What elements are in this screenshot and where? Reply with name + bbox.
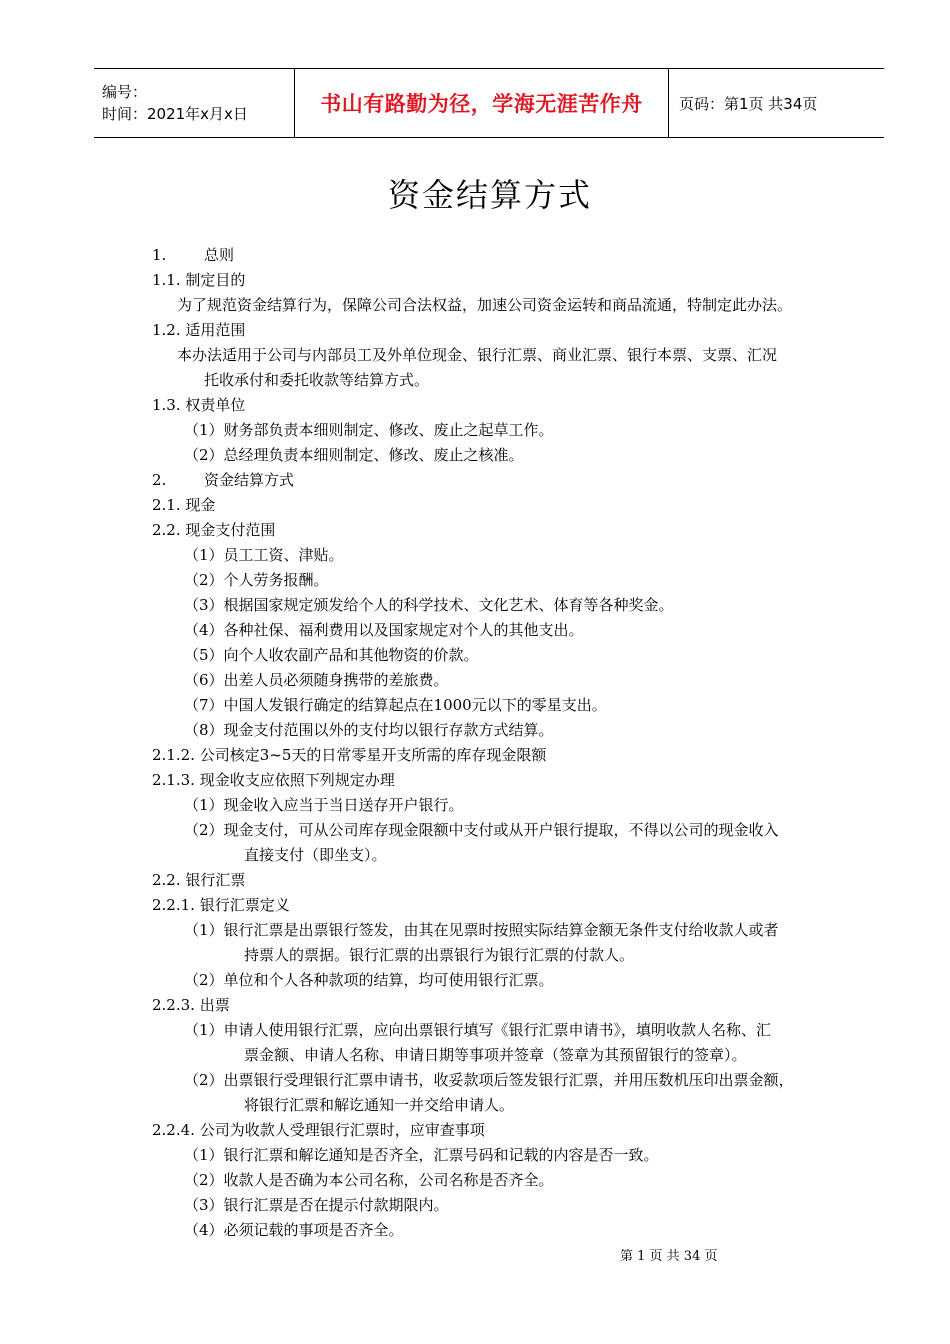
body-line: （4）各种社保、福利费用以及国家规定对个人的其他支出。 [184,621,584,639]
subsection-heading: 2.2.1. 银行汇票定义 [152,896,290,914]
header-page-info: 页码：第1页 共34页 [679,94,818,113]
body-line: （1）申请人使用银行汇票，应向出票银行填写《银行汇票申请书》，填明收款人名称、汇 [184,1021,772,1039]
body-line: （6）出差人员必须随身携带的差旅费。 [184,671,449,689]
body-line: （2）出票银行受理银行汇票申请书，收妥款项后签发银行汇票，并用压数机压印出票金额， [184,1071,794,1089]
page-footer: 第 1 页 共 34 页 [620,1249,718,1264]
header-meta [94,69,295,137]
body-line: （2）单位和个人各种款项的结算，均可使用银行汇票。 [184,971,554,989]
body-line: （3）银行汇票是否在提示付款期限内。 [184,1196,449,1214]
section-title: 资金结算方式 [204,471,295,489]
subsection-heading: 1.3. 权责单位 [152,396,246,414]
body-line: （8）现金支付范围以外的支付均以银行存款方式结算。 [184,721,554,739]
body-line: 直接支付（即坐支）。 [244,846,387,864]
body-line: 将银行汇票和解讫通知一并交给申请人。 [244,1096,515,1114]
body-line: 本办法适用于公司与内部员工及外单位现金、银行汇票、商业汇票、银行本票、支票、汇况 [177,346,778,364]
body-line: 为了规范资金结算行为，保障公司合法权益，加速公司资金运转和商品流通，特制定此办法。 [177,296,793,314]
document-title: 资金结算方式 [387,176,592,214]
body-line: （7）中国人发银行确定的结算起点在1000元以下的零星支出。 [184,696,607,714]
body-line: （2）总经理负责本细则制定、修改、废止之核准。 [184,446,524,464]
subsection-heading: 2.1.3. 现金收支应依照下列规定办理 [152,771,395,789]
body-line: （4）必须记载的事项是否齐全。 [184,1221,404,1239]
subsection-heading: 2.2.4. 公司为收款人受理银行汇票时，应审查事项 [152,1121,485,1139]
subsection-heading: 2.2.3. 出票 [152,996,230,1014]
subsection-heading: 2.1.2. 公司核定3~5天的日常零星开支所需的库存现金限额 [152,746,547,764]
subsection-heading: 2.2. 银行汇票 [152,871,246,889]
body-line: 持票人的票据。银行汇票的出票银行为银行汇票的付款人。 [244,946,635,964]
section-number: 1. [152,246,167,264]
body-line: 票金额、申请人名称、申请日期等事项并签章（签章为其预留银行的签章）。 [244,1046,747,1064]
body-line: 托收承付和委托收款等结算方式。 [204,371,430,389]
subsection-heading: 2.1. 现金 [152,496,216,514]
body-line: （2）收款人是否确为本公司名称，公司名称是否齐全。 [184,1171,554,1189]
document-body [152,243,872,1243]
section-heading [152,243,872,268]
subsection-heading: 1.1. 制定目的 [152,271,246,289]
body-line: （1）员工工资、津贴。 [184,546,344,564]
body-line: （3）根据国家规定颁发给个人的科学技术、文化艺术、体育等各种奖金。 [184,596,674,614]
body-line: （5）向个人收农副产品和其他物资的价款。 [184,646,479,664]
section-heading [152,468,872,493]
document-time: 时间：2021年x月x日 [102,105,248,123]
page-header [94,68,884,138]
subsection-heading: 2.2. 现金支付范围 [152,521,276,539]
body-line: （1）现金收入应当于当日送存开户银行。 [184,796,464,814]
body-line: （2）现金支付，可从公司库存现金限额中支付或从开户银行提取，不得以公司的现金收入 [184,821,779,839]
body-line: （1）财务部负责本细则制定、修改、废止之起草工作。 [184,421,554,439]
body-line: （1）银行汇票是出票银行签发，由其在见票时按照实际结算金额无条件支付给收款人或者 [184,921,779,939]
body-line: （1）银行汇票和解讫通知是否齐全，汇票号码和记载的内容是否一致。 [184,1146,659,1164]
section-title: 总则 [204,246,235,264]
header-motto: 书山有路勤为径，学海无涯苦作舟 [295,69,669,137]
section-number: 2. [152,471,167,489]
document-number-label: 编号： [102,83,148,101]
subsection-heading: 1.2. 适用范围 [152,321,246,339]
body-line: （2）个人劳务报酬。 [184,571,329,589]
